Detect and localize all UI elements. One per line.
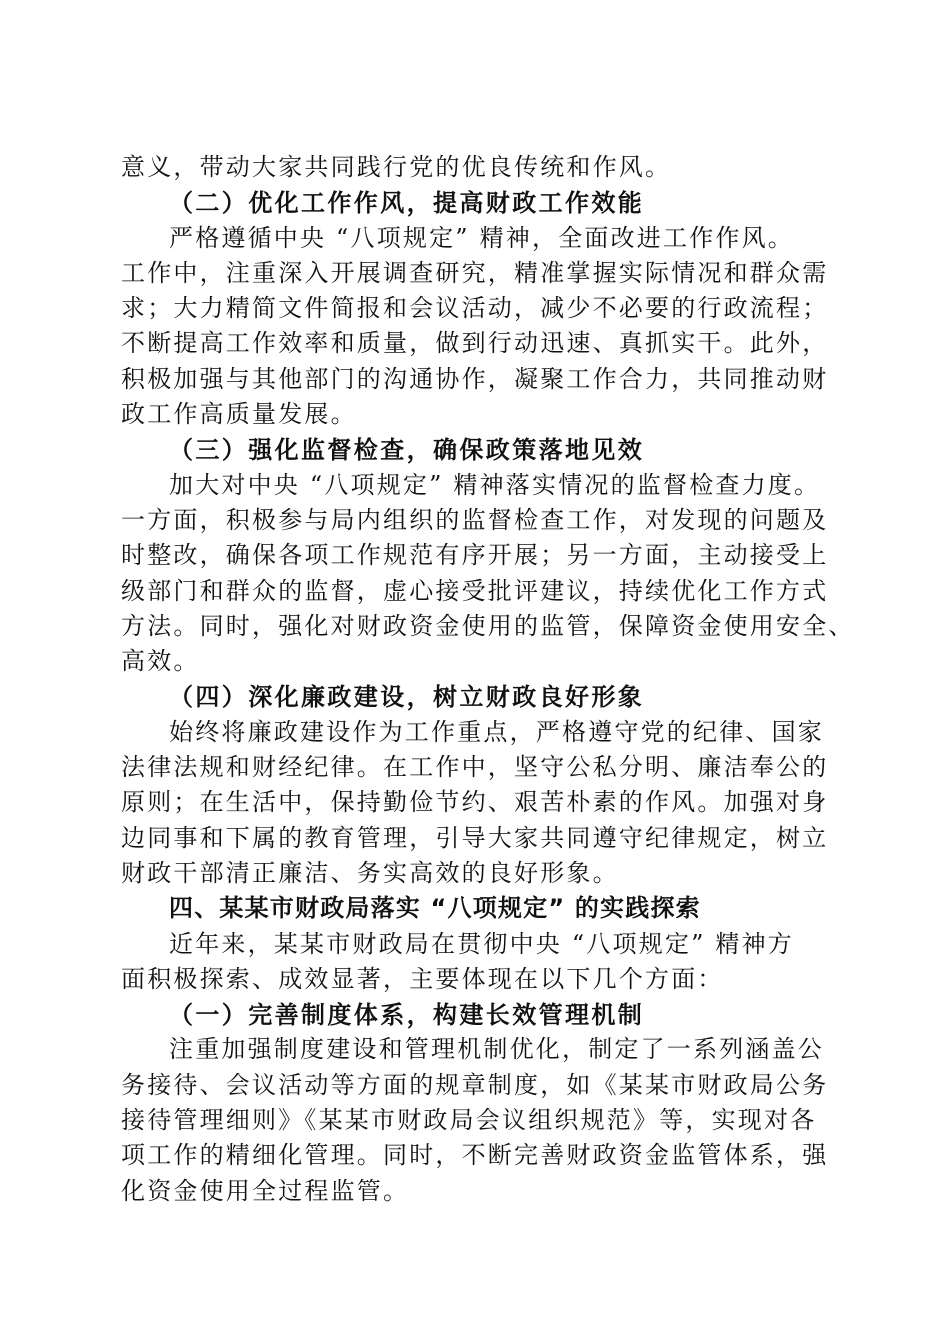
paragraph-line: 一方面，积极参与局内组织的监督检查工作，对发现的问题及 xyxy=(121,505,829,534)
paragraph-line: 加大对中央 “八项规定” 精神落实情况的监督检查力度。 xyxy=(169,470,821,499)
paragraph-line: 方法。同时，强化对财政资金使用的监管，保障资金使用安全、 xyxy=(121,611,855,640)
section-subheading: （四）深化廉政建设，树立财政良好形象 xyxy=(169,682,645,712)
paragraph-line: 政工作高质量发展。 xyxy=(121,400,357,429)
paragraph-line: 化资金使用全过程监管。 xyxy=(121,1176,410,1205)
section-heading: 四、某某市财政局落实 “八项规定” 的实践探索 xyxy=(169,894,701,923)
paragraph-line: 原则；在生活中，保持勤俭节约、艰苦朴素的作风。加强对身 xyxy=(121,788,829,817)
paragraph-line: 工作中，注重深入开展调查研究，精准掌握实际情况和群众需 xyxy=(121,258,829,287)
paragraph-line: 高效。 xyxy=(121,647,200,676)
document-body xyxy=(121,150,855,1209)
paragraph-line: 级部门和群众的监督，虚心接受批评建议，持续优化工作方式 xyxy=(121,576,829,605)
paragraph-line: 积极加强与其他部门的沟通协作，凝聚工作合力，共同推动财 xyxy=(121,364,829,393)
paragraph-line: 务接待、会议活动等方面的规章制度，如《某某市财政局公务 xyxy=(121,1070,829,1099)
paragraph-line: 严格遵循中央 “八项规定” 精神，全面改进工作作风。 xyxy=(169,223,794,252)
paragraph-line: 财政干部清正廉洁、务实高效的良好形象。 xyxy=(121,858,619,887)
paragraph-line: 面积极探索、成效显著，主要体现在以下几个方面： xyxy=(121,964,724,993)
paragraph-line: 注重加强制度建设和管理机制优化，制定了一系列涵盖公 xyxy=(169,1035,824,1064)
section-subheading: （一）完善制度体系，构建长效管理机制 xyxy=(169,1000,645,1030)
section-subheading: （二）优化工作作风，提高财政工作效能 xyxy=(169,188,645,218)
paragraph-line: 项工作的精细化管理。同时，不断完善财政资金监管体系，强 xyxy=(121,1141,829,1170)
paragraph-line: 意义，带动大家共同践行党的优良传统和作风。 xyxy=(121,153,672,181)
paragraph-line: 始终将廉政建设作为工作重点，严格遵守党的纪律、国家 xyxy=(169,717,824,746)
paragraph-line: 不断提高工作效率和质量，做到行动迅速、真抓实干。此外， xyxy=(121,329,829,358)
paragraph-line: 法律法规和财经纪律。在工作中，坚守公私分明、廉洁奉公的 xyxy=(121,753,829,782)
paragraph-line: 时整改，确保各项工作规范有序开展；另一方面，主动接受上 xyxy=(121,541,829,570)
paragraph-line: 近年来，某某市财政局在贯彻中央 “八项规定” 精神方 xyxy=(169,929,794,958)
section-subheading: （三）强化监督检查，确保政策落地见效 xyxy=(169,435,645,465)
paragraph-line: 边同事和下属的教育管理，引导大家共同遵守纪律规定，树立 xyxy=(121,823,829,852)
paragraph-line: 求；大力精简文件简报和会议活动，减少不必要的行政流程； xyxy=(121,294,829,323)
paragraph-line: 接待管理细则》《某某市财政局会议组织规范》等，实现对各 xyxy=(121,1106,817,1135)
